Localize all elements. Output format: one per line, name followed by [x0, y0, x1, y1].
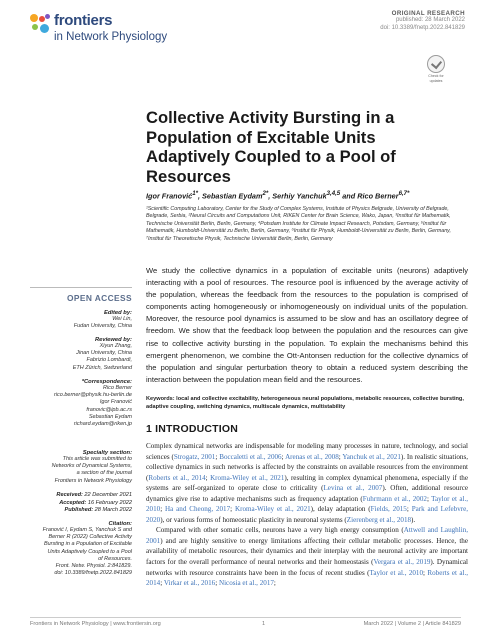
article-type: ORIGINAL RESEARCH — [391, 10, 465, 17]
reference-link[interactable]: Park and Lefebvre, 2020 — [146, 505, 469, 524]
abstract: We study the collective dynamics in a population of excitable units (neurons) adaptively interacting with a pool of resources. The resource pool is influenced by the average activity of the population, whereas the feedback from the resources to the population is comprised of components acting homogeneously or inhomogeneously on individual units of the population. Moreover, the resource pool dynamics is assumed to be slow and has an oscillatory degree of freedom. We show that the feedback loop between the population and the resources can give rise to collective activity bursting in the population. To explain the mechanisms behind this emergent phenomenon, we combine the Ott-Antonsen reduction for the collective dynamics of the population and singular perturbation theory to obtain a reduced system describing the interaction between the population mean field and the resources. — [146, 266, 468, 384]
reference-link[interactable]: Kroma-Wiley et al., 2021 — [210, 473, 285, 482]
article-meta — [265, 10, 465, 32]
reference-link[interactable]: Kroma-Wiley et al., 2021 — [235, 505, 311, 514]
footer-divider — [30, 617, 461, 618]
specialty-line: a section of the journal — [76, 470, 132, 477]
title-line: Resources — [146, 166, 231, 186]
reference-link[interactable]: Roberts et al., 2014 — [148, 473, 206, 482]
editor-name: Wei Lin, — [112, 316, 132, 322]
title-line: Adaptively Coupled to a Pool of — [146, 147, 396, 166]
title-line: Population of Excitable Units — [146, 127, 376, 147]
citation-label: Citation: — [108, 521, 132, 527]
citation-doi[interactable]: doi: 10.3389/fnetp.2022.841829 — [54, 570, 132, 577]
reference-link[interactable]: Taylor et al., 2010 — [369, 568, 424, 577]
reviewed-by-label: Reviewed by: — [94, 337, 132, 343]
author-affil: 1* — [192, 190, 198, 197]
reference-link[interactable]: Yanchuk et al., 2021 — [342, 452, 401, 461]
check-updates-label-1: Check for — [428, 74, 444, 78]
reference-link[interactable]: Levina et al., 2007 — [323, 484, 383, 493]
edited-by-label: Edited by: — [103, 310, 132, 316]
dates-block — [30, 492, 132, 515]
citation-line: Front. Netw. Physiol. 2:841829. — [55, 563, 132, 570]
author-name[interactable]: Serhiy Yanchuk — [272, 191, 327, 201]
published-date: published: 28 March 2022 — [395, 17, 465, 23]
reviewer-line: Fabrizio Lombardi, — [86, 357, 132, 364]
reference-link[interactable]: Roberts et al., 2014 — [146, 568, 468, 588]
sidebar-divider — [30, 287, 132, 288]
author-list: Igor Franović$^{1*}$, Sebastian Eydam$^{2*}$, Serhiy Yanchuk$^{3,4,5}$ and Rico Berner$^{6,7*}$ — [146, 190, 410, 201]
reference-link[interactable]: Ha and Cheong, 2017 — [165, 505, 231, 514]
doi-link[interactable]: doi: 10.3389/fnetp.2022.841829 — [380, 24, 465, 31]
correspondence-line: Sebastian Eydam — [88, 413, 132, 420]
correspondence-email[interactable]: rico.berner@physik.hu-berlin.de — [53, 392, 132, 399]
reference-link[interactable]: Arenas et al., 2008 — [285, 452, 339, 461]
open-access-label: OPEN ACCESS — [66, 293, 132, 303]
journal-name: in Network Physiology — [54, 31, 168, 43]
section-heading: 1 INTRODUCTION — [146, 423, 239, 435]
correspondence-email[interactable]: franovic@ipb.ac.rs — [86, 406, 132, 413]
footer-issue: March 2022 | Volume 2 | Article 841829 — [363, 621, 461, 627]
author-affil: 6,7* — [398, 190, 410, 197]
correspondence-label: *Correspondence: — [81, 379, 132, 385]
correspondence-line: Rico Berner — [102, 385, 132, 391]
brand-name: frontiers — [54, 12, 113, 29]
section-body — [146, 441, 468, 589]
author-affil: 2* — [262, 190, 269, 197]
date-received: Received: 22 December 2021 — [56, 492, 132, 498]
author-affil: 3,4,5 — [326, 190, 341, 197]
specialty-label: Specialty section: — [82, 450, 132, 456]
specialty-line: This article was submitted to — [62, 456, 132, 462]
reviewer-line: Xiyun Zhang, — [99, 343, 132, 349]
reference-link[interactable]: Fuhrmann et al., 2002 — [362, 494, 427, 503]
date-published: Published: 28 March 2022 — [64, 507, 132, 514]
reference-link[interactable]: Taylor et al., 2010 — [146, 494, 468, 514]
reference-link[interactable]: Fields, 2015 — [370, 505, 407, 514]
citation-line: Bursting in a Population of Excitable — [43, 541, 132, 548]
citation-line: of Resources. — [98, 555, 132, 562]
correspondence-email[interactable]: richard.eydam@riken.jp — [73, 421, 132, 428]
specialty-line: Frontiers in Network Physiology — [54, 477, 132, 484]
author-name[interactable]: Igor Franović — [146, 191, 193, 201]
editor-affil: Fudan University, China — [73, 323, 132, 330]
frontiers-logo-icon — [30, 14, 52, 36]
reference-link[interactable]: Virkar et al., 2016 — [163, 579, 216, 588]
reference-link[interactable]: Strogatz, 2001 — [173, 452, 216, 461]
citation-line: Units Adaptively Coupled to a Pool — [47, 548, 132, 555]
specialty-line: Networks of Dynamical Systems, — [51, 463, 132, 470]
title-line: Collective Activity Bursting in a — [146, 108, 395, 127]
paragraph: Complex dynamical networks are indispensable for modeling many processes in nature, technology, and social sciences (Strogatz, 2001; Boccaletti et al., 2006; Arenas et al., 2008; Yanchuk et al., 2021). In realistic situations, collective dynamics in such networks is affected by the constraints on available resources from the environment (Roberts et al., 2014; Kroma-Wiley et al., 2021), resulting in complex dynamical phenomena, especially if the systems are self-organized to operate close to criticality (Levina et al., 2007). Often, additional resource dynamics give rise to adaptive mechanisms such as frequency adaptation (Fuhrmann et al., 2002; Taylor et al., 2010; Ha and Cheong, 2017; Kroma-Wiley et al., 2021), delay adaptation (Fields, 2015; Park and Lefebvre, 2020), or various forms of homeostatic plasticity in neuronal systems (Zierenberg et al., 2018). — [146, 442, 469, 524]
reviewed-by-block — [30, 337, 132, 372]
edited-by-block — [30, 310, 132, 330]
citation-line: Berner R (2022) Collective Activity — [48, 534, 132, 541]
paragraph: Compared with other somatic cells, neurons have a very high energy consumption (Attwell and Laughlin, 2001) and are highly sensitive to energy limitations affecting their cellular metabolic processes. Hence, the availability of metabolic resources, their dynamics and their interplay with the neuronal activity are important factors for the overall performance of neural networks and their homeostasis (Vergara et al., 2019). Dynamical networks with resource constraints have been in the focus of recent studies (Taylor et al., 2010; Roberts et al., 2014; Virkar et al., 2016; Nicosia et al., 2017; — [146, 526, 469, 588]
specialty-block — [30, 450, 132, 485]
reference-link[interactable]: Vergara et al., 2019 — [373, 558, 431, 567]
footer-journal[interactable]: Frontiers in Network Physiology | www.frontiersin.org — [30, 621, 161, 627]
article-title — [146, 108, 446, 186]
reference-link[interactable]: Boccaletti et al., 2006 — [219, 452, 282, 461]
page-number: 1 — [262, 621, 266, 627]
reviewer-line: ETH Zürich, Switzerland — [72, 364, 132, 371]
correspondence-line: Igor Franović — [99, 399, 132, 406]
journal-logo[interactable] — [30, 12, 180, 50]
affiliations: ¹Scientific Computing Laboratory, Center for the Study of Complex Systems, Institute of Physics Belgrade, University of Belgrade, Belgrade, Serbia, ²Neural Circuits and Computations Unit, RIKEN Center for Brain Science, Wako, Japan, ³Institut für Mathematik, Technische Universität Berlin, Berlin, Germany, ⁴Potsdam Institute for Climate Impact Research, Potsdam, Germany, ⁵Institut für Mathematik, Humboldt-Universität zu Berlin, Berlin, Germany, ⁶Institut für Physik, Humboldt-Universität zu Berlin, Berlin, Germany, ⁷Institut für Theoretische Physik, Technische Universität Berlin, Berlin, Germany — [146, 206, 451, 242]
author-name[interactable]: Rico Berner — [357, 191, 399, 201]
check-for-updates-button[interactable] — [425, 55, 447, 83]
author-name[interactable]: Sebastian Eydam — [202, 191, 263, 201]
check-updates-icon — [427, 55, 445, 73]
date-accepted: Accepted: 16 February 2022 — [59, 499, 132, 506]
citation-block — [30, 521, 132, 577]
reviewer-line: Jinan University, China — [76, 350, 132, 357]
check-updates-label-2: updates — [429, 79, 443, 83]
reference-link[interactable]: Nicosia et al., 2017 — [218, 579, 274, 588]
keywords: Keywords: local and collective excitability, heterogeneous neural populations, metabolic resources, collective bursting, adaptive coupling, switching dynamics, multiscale dynamics, multistability — [146, 396, 464, 410]
reference-link[interactable]: Attwell and Laughlin, 2001 — [146, 526, 468, 545]
correspondence-block — [30, 379, 132, 428]
citation-line: Franović I, Eydam S, Yanchuk S and — [42, 527, 132, 533]
reference-link[interactable]: Zierenberg et al., 2018 — [346, 515, 412, 524]
